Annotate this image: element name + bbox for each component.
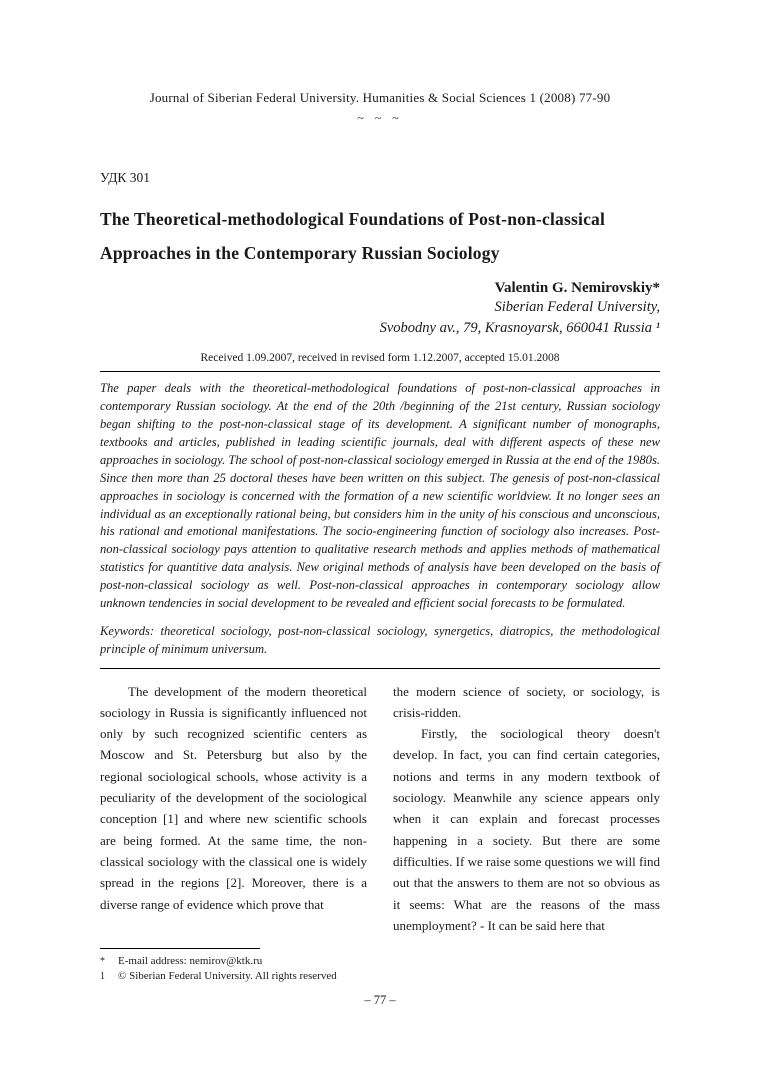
- article-title: The Theoretical-methodological Foundations of Post-non-classical Approaches in the Contemporary Russian Sociology: [100, 209, 606, 264]
- udk-code: УДК 301: [100, 170, 151, 185]
- footnote-rule: [100, 948, 260, 949]
- left-column: [100, 681, 367, 937]
- author-name: Valentin G. Nemirovskiy*: [494, 280, 660, 297]
- abstract-text: The paper deals with the theoretical-methodological foundations of post-non-classical approaches in contemporary Russian sociology. At the end of the 20th /beginning of the 21st century, Russian sociology began shifting to the post-non-classical stage of its development. A significant number of monographs, textbooks and articles, published in leading scientific journals, deal with different aspects of these new approaches in sociology. The school of post-non-classical sociology emerged in Russia at the end of the 1980s. Since then more than 25 doctoral theses have been written on this subject. The genesis of post-non-classical approaches in sociology is concerned with the formation of a new scientific worldview. It no longer sees an individual as an exceptionally rational being, but considers him in the unity of his conscious and unconscious, his rational and emotional manifestations. The socio-engineering function of sociology also increases. Post-non-classical sociology pays attention to qualitative research methods and applies methods of mathematical statistics for quantitive data analysis. New original methods of analysis have been developed on the basis of post-non-classical sociology as well. Post-non-classical approaches in contemporary sociology allow unknown tendencies in social development to be revealed and efficient social forecasts to be formulated.: [100, 381, 660, 610]
- page-number: – 77 –: [364, 993, 396, 1007]
- footnote-copyright: [100, 969, 660, 984]
- body-paragraph: The development of the modern theoretical sociology in Russia is significantly influenced not only by such recognized scientific centers as Moscow and St. Petersburg but also by the regional sociological schools, whose activity is a peculiarity of the development of the sociological conception [1] and where new scientific schools are being formed. At the same time, the non-classical sociology with the classical one is widely spread in the regions [2]. Moreover, there is a diverse range of evidence which prove that: [100, 683, 367, 912]
- journal-header: Journal of Siberian Federal University. Humanities & Social Sciences 1 (2008) 77-90: [149, 90, 611, 105]
- footnote-copyright-text: © Siberian Federal University. All rights reserved: [118, 970, 337, 983]
- body-paragraph: Firstly, the sociological theory doesn't develop. In fact, you can find certain categories, notions and terms in any modern textbook of sociology. Meanwhile any science appears only when it can explain and forecast processes happening in a society. But there are some difficulties. If we raise some questions we will find out that the answers to them are not so obvious as it seems: What are the reasons of the mass unemployment? - It can be said here that: [393, 726, 660, 933]
- author-block: [100, 280, 660, 338]
- footnote-email: [100, 954, 660, 969]
- tilde-separator: ~ ~ ~: [357, 111, 403, 125]
- footnote-area: [100, 948, 660, 984]
- body-columns: [100, 681, 660, 937]
- footnote-marker-asterisk: *: [100, 956, 105, 968]
- keywords-line: Keywords: theoretical sociology, post-non-classical sociology, synergetics, diatropics, the methodological principle of minimum universum.: [100, 623, 660, 656]
- body-paragraph: the modern science of society, or sociology, is crisis-ridden.: [393, 683, 660, 720]
- affiliation-line-2: Svobodny av., 79, Krasnoyarsk, 660041 Russia ¹: [379, 319, 660, 336]
- affiliation-line-1: Siberian Federal University,: [494, 299, 660, 316]
- abstract-top-rule: [100, 371, 660, 372]
- right-column: [393, 681, 660, 937]
- footnote-marker-one: 1: [100, 971, 105, 983]
- footnote-email-text: E-mail address: nemirov@ktk.ru: [118, 955, 263, 968]
- received-line: Received 1.09.2007, received in revised form 1.12.2007, accepted 15.01.2008: [200, 352, 560, 365]
- keywords-bottom-rule: [100, 668, 660, 669]
